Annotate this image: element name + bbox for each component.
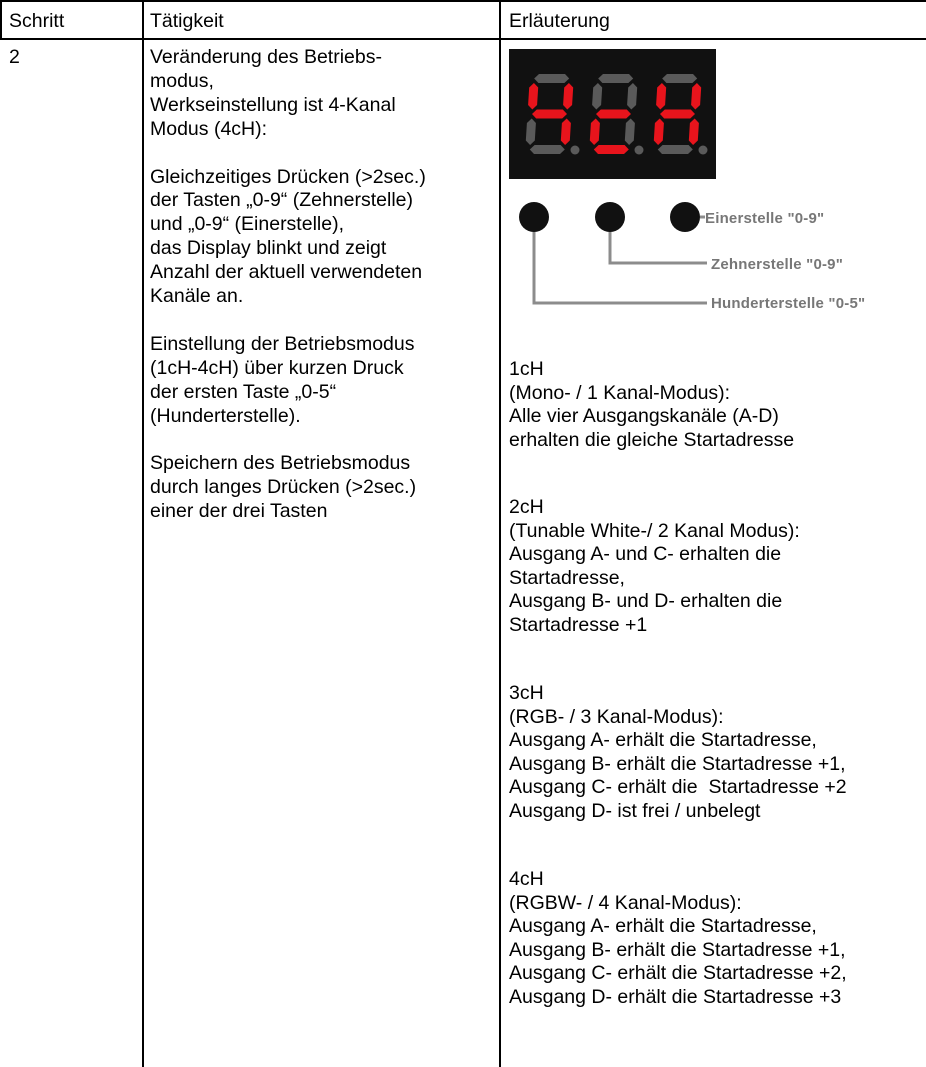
mode-line: (RGB- / 3 Kanal-Modus): bbox=[509, 705, 724, 728]
display-segment bbox=[532, 110, 567, 119]
display-segment bbox=[530, 145, 565, 154]
mode-line: Ausgang A- erhält die Startadresse, bbox=[509, 915, 817, 938]
mode-line: (RGBW- / 4 Kanal-Modus): bbox=[509, 891, 742, 914]
display-segment bbox=[563, 83, 573, 110]
table-left-border bbox=[0, 0, 2, 39]
mode-title: 4cH bbox=[509, 868, 544, 890]
activity-line: Kanäle an. bbox=[150, 285, 244, 307]
display-segment bbox=[594, 145, 629, 154]
display-segment bbox=[689, 119, 699, 146]
display-segment bbox=[561, 119, 571, 146]
activity-line: Modus (4cH): bbox=[150, 117, 268, 140]
mode-line: Startadresse, bbox=[509, 566, 625, 589]
display-segment bbox=[596, 110, 631, 119]
label-ones: Einerstelle "0-9" bbox=[705, 210, 825, 227]
mode-line: Startadresse +1 bbox=[509, 614, 648, 636]
label-tens: Zehnerstelle "0-9" bbox=[711, 256, 844, 273]
seven-segment-graphic bbox=[509, 49, 716, 179]
mode-line: erhalten die gleiche Startadresse bbox=[509, 428, 795, 451]
mode-title: 2cH bbox=[509, 496, 544, 518]
mode-line: Ausgang B- erhält die Startadresse +1, bbox=[509, 938, 846, 961]
hundreds-button bbox=[519, 202, 549, 232]
display-segment bbox=[654, 119, 664, 146]
column-divider-2 bbox=[499, 0, 501, 1067]
display-decimal-point bbox=[571, 146, 580, 155]
column-divider-1 bbox=[142, 0, 144, 1067]
mode-title: 1cH bbox=[509, 358, 544, 380]
mode-line: Ausgang D- erhält die Startadresse +3 bbox=[509, 986, 842, 1008]
display-segment bbox=[598, 74, 633, 83]
mode-title: 3cH bbox=[509, 682, 544, 704]
mode-line: Ausgang D- ist frei / unbelegt bbox=[509, 800, 761, 822]
mode-line: Ausgang A- erhält die Startadresse, bbox=[509, 729, 817, 752]
seven-segment-display bbox=[509, 49, 716, 179]
mode-line: Ausgang C- erhält die Startadresse +2, bbox=[509, 962, 847, 985]
display-segment bbox=[627, 83, 637, 110]
display-segment bbox=[662, 74, 697, 83]
tens-button bbox=[595, 202, 625, 232]
table-header-divider bbox=[0, 38, 926, 40]
activity-line: Werkseinstellung ist 4-Kanal bbox=[150, 93, 396, 116]
header-step: Schritt bbox=[9, 10, 65, 32]
mode-line: Ausgang B- erhält die Startadresse +1, bbox=[509, 752, 846, 775]
activity-line: modus, bbox=[150, 69, 214, 92]
display-segment bbox=[592, 83, 602, 110]
display-segment bbox=[526, 119, 536, 146]
activity-line: (1cH-4cH) über kurzen Druck bbox=[150, 356, 404, 379]
activity-line: und „0-9“ (Einerstelle), bbox=[150, 213, 344, 236]
activity-line: einer der drei Tasten bbox=[150, 500, 328, 523]
header-explanation: Erläuterung bbox=[509, 10, 610, 32]
table-top-border bbox=[0, 0, 926, 2]
mode-line: Ausgang A- und C- erhalten die bbox=[509, 543, 782, 566]
display-segment bbox=[528, 83, 538, 110]
display-segment bbox=[625, 119, 635, 146]
activity-line: Veränderung des Betriebs- bbox=[150, 46, 382, 68]
display-segment bbox=[590, 119, 600, 146]
display-segment bbox=[658, 145, 693, 154]
mode-line: (Tunable White-/ 2 Kanal Modus): bbox=[509, 519, 800, 542]
display-decimal-point bbox=[635, 146, 644, 155]
activity-line: durch langes Drücken (>2sec.) bbox=[150, 476, 417, 499]
mode-line: Ausgang C- erhält die Startadresse +2 bbox=[509, 776, 847, 799]
display-digit bbox=[654, 74, 708, 155]
activity-line: Einstellung der Betriebsmodus bbox=[150, 332, 415, 355]
buttons-diagram bbox=[515, 195, 926, 325]
mode-line: (Mono- / 1 Kanal-Modus): bbox=[509, 381, 731, 404]
display-digit bbox=[590, 74, 644, 155]
header-activity: Tätigkeit bbox=[150, 10, 224, 32]
display-digit bbox=[526, 74, 580, 155]
mode-line: Ausgang B- und D- erhalten die bbox=[509, 590, 783, 613]
activity-line: Gleichzeitiges Drücken (>2sec.) bbox=[150, 165, 426, 188]
ones-button bbox=[670, 202, 700, 232]
display-segment bbox=[660, 110, 695, 119]
activity-line: das Display blinkt und zeigt bbox=[150, 237, 387, 260]
display-segment bbox=[534, 74, 569, 83]
activity-line: (Hunderterstelle). bbox=[150, 404, 301, 427]
activity-line: der Tasten „0-9“ (Zehnerstelle) bbox=[150, 189, 414, 212]
label-hundreds: Hunderterstelle "0-5" bbox=[711, 295, 866, 312]
display-segment bbox=[691, 83, 701, 110]
activity-line: der ersten Taste „0-5“ bbox=[150, 380, 337, 403]
activity-line: Speichern des Betriebsmodus bbox=[150, 452, 411, 475]
step-number: 2 bbox=[9, 46, 20, 68]
mode-line: Alle vier Ausgangskanäle (A-D) bbox=[509, 405, 779, 428]
display-decimal-point bbox=[699, 146, 708, 155]
display-segment bbox=[656, 83, 666, 110]
activity-line: Anzahl der aktuell verwendeten bbox=[150, 261, 423, 284]
